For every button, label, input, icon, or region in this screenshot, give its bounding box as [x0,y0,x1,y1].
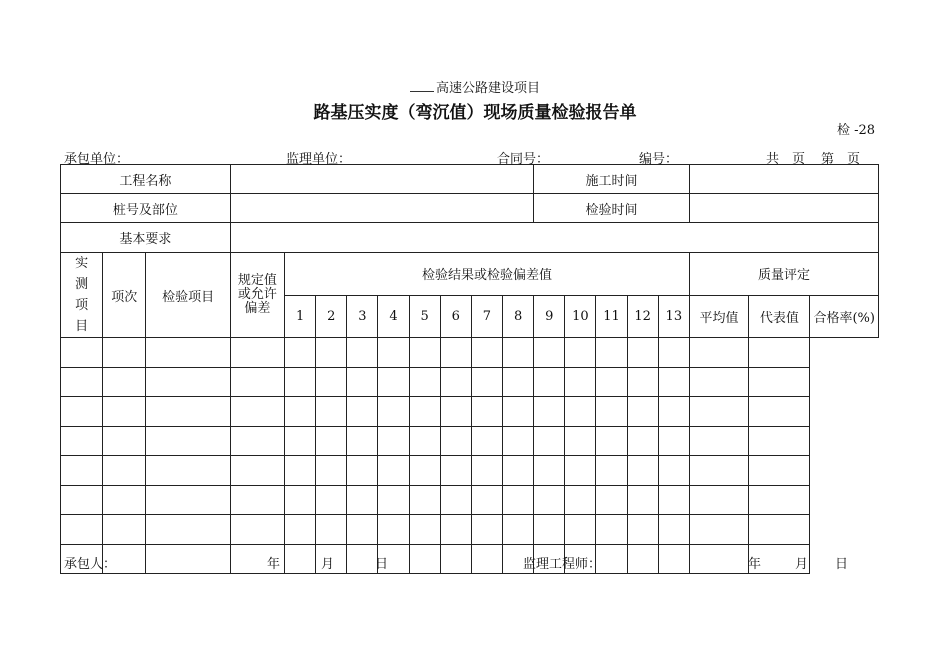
table-cell[interactable] [534,456,565,486]
serial-no-label: 编号： [639,152,679,167]
day-label-right: 日 [835,557,849,572]
table-cell[interactable] [534,367,565,397]
contract-no-label: 合同号： [497,152,550,167]
result-col-number: 9 [534,295,565,338]
table-cell[interactable] [565,456,596,486]
info-row [61,194,879,223]
table-cell[interactable] [61,367,103,397]
table-cell[interactable] [103,367,146,397]
table-cell[interactable] [471,426,502,456]
table-cell[interactable] [316,426,347,456]
tolerance-line-3: 偏差 [244,301,271,316]
table-row [61,426,879,456]
table-cell[interactable] [316,485,347,515]
table-cell[interactable] [534,426,565,456]
table-cell[interactable] [749,338,810,368]
table-cell[interactable] [146,485,230,515]
result-col-number: 10 [565,295,596,338]
table-cell[interactable] [230,485,284,515]
year-label-left: 年 [267,557,281,572]
table-cell[interactable] [230,367,284,397]
table-cell[interactable] [658,544,689,574]
results-header: 检验结果或检验偏差值 [285,253,690,296]
table-cell[interactable] [146,338,230,368]
table-cell[interactable] [627,338,658,368]
result-col-number: 3 [347,295,378,338]
station-location-value[interactable] [230,194,533,223]
table-row [61,456,879,486]
table-cell[interactable] [316,515,347,545]
supervising-engineer-label: 监理工程师： [523,557,602,572]
table-cell[interactable] [61,456,103,486]
project-name-label: 工程名称 [61,165,231,194]
table-cell[interactable] [230,515,284,545]
table-cell[interactable] [596,485,627,515]
table-cell[interactable] [285,367,316,397]
table-cell[interactable] [627,544,658,574]
measured-items-label [61,253,103,338]
table-cell[interactable] [627,397,658,427]
supervisor-unit-label: 监理单位： [286,152,352,167]
table-cell[interactable] [565,397,596,427]
table-cell[interactable] [316,338,347,368]
month-label-right: 月 [795,557,809,572]
table-cell[interactable] [316,397,347,427]
contractor-unit-label: 承包单位： [64,152,130,167]
table-cell[interactable] [565,367,596,397]
table-cell[interactable] [627,367,658,397]
table-cell[interactable] [347,544,378,574]
result-col-number: 2 [316,295,347,338]
table-cell[interactable] [103,338,146,368]
table-cell[interactable] [61,515,103,545]
basic-requirements-value[interactable] [230,223,878,253]
form-code: 检 -28 [837,123,876,138]
table-cell[interactable] [378,426,409,456]
inspection-form-table [60,164,879,574]
table-cell[interactable] [285,485,316,515]
table-cell[interactable] [658,397,689,427]
table-cell[interactable] [103,426,146,456]
table-cell[interactable] [146,367,230,397]
col-tolerance [230,253,284,338]
table-cell[interactable] [378,485,409,515]
subtitle-text: 高速公路建设项目 [435,81,540,96]
table-cell[interactable] [347,456,378,486]
table-cell[interactable] [409,367,440,397]
table-cell[interactable] [103,397,146,427]
result-col-number: 12 [627,295,658,338]
table-cell[interactable] [689,367,748,397]
table-row [61,485,879,515]
table-cell[interactable] [409,397,440,427]
table-cell[interactable] [503,515,534,545]
table-cell[interactable] [285,397,316,427]
project-subtitle [0,77,950,96]
col-item-no: 项次 [103,253,146,338]
table-cell[interactable] [285,426,316,456]
table-cell[interactable] [503,338,534,368]
inspection-time-value[interactable] [689,194,878,223]
table-cell[interactable] [596,367,627,397]
table-cell[interactable] [347,338,378,368]
table-cell[interactable] [471,338,502,368]
table-row [61,515,879,545]
table-cell[interactable] [658,426,689,456]
table-cell[interactable] [230,397,284,427]
result-col-number: 5 [409,295,440,338]
table-cell[interactable] [61,397,103,427]
table-cell[interactable] [658,456,689,486]
table-cell[interactable] [146,456,230,486]
construction-time-label: 施工时间 [534,165,690,194]
project-name-value[interactable] [230,165,533,194]
blank-line [410,80,434,92]
table-cell[interactable] [503,456,534,486]
table-cell[interactable] [471,485,502,515]
table-cell[interactable] [565,485,596,515]
table-cell[interactable] [627,456,658,486]
contractor-signature-label: 承包人： [64,557,117,572]
table-cell[interactable] [503,426,534,456]
col-average: 平均值 [689,295,748,338]
col-pass-rate: 合格率(%) [810,295,879,338]
table-cell[interactable] [689,485,748,515]
table-cell[interactable] [627,515,658,545]
table-cell[interactable] [378,338,409,368]
table-cell[interactable] [534,515,565,545]
table-cell[interactable] [61,485,103,515]
quality-header: 质量评定 [689,253,878,296]
table-cell[interactable] [596,426,627,456]
table-cell[interactable] [103,485,146,515]
result-col-number: 4 [378,295,409,338]
table-cell[interactable] [347,367,378,397]
table-cell[interactable] [378,456,409,486]
table-cell[interactable] [230,426,284,456]
table-cell[interactable] [316,367,347,397]
station-location-label: 桩号及部位 [61,194,231,223]
table-row [61,367,879,397]
form-title: 路基压实度（弯沉值）现场质量检验报告单 [313,103,637,123]
day-label-left: 日 [375,557,389,572]
table-cell[interactable] [749,367,810,397]
table-cell[interactable] [689,544,748,574]
table-cell[interactable] [378,515,409,545]
table-cell[interactable] [471,367,502,397]
table-cell[interactable] [749,515,810,545]
table-cell[interactable] [230,456,284,486]
table-cell[interactable] [503,397,534,427]
table-cell[interactable] [749,456,810,486]
table-cell[interactable] [471,397,502,427]
table-cell[interactable] [658,367,689,397]
page-no-label: 第 页 [821,152,861,167]
table-cell[interactable] [409,515,440,545]
table-cell[interactable] [103,515,146,545]
table-cell[interactable] [534,397,565,427]
year-label-right: 年 [748,557,762,572]
result-col-number: 13 [658,295,689,338]
table-cell[interactable] [749,397,810,427]
table-cell[interactable] [565,515,596,545]
table-cell[interactable] [347,515,378,545]
table-cell[interactable] [627,426,658,456]
table-cell[interactable] [471,456,502,486]
measured-items-text: 实测项目 [75,256,89,334]
result-col-number: 8 [503,295,534,338]
table-cell[interactable] [658,485,689,515]
table-cell[interactable] [689,426,748,456]
table-cell[interactable] [658,338,689,368]
table-cell[interactable] [440,338,471,368]
table-cell[interactable] [146,544,230,574]
table-cell[interactable] [440,367,471,397]
construction-time-value[interactable] [689,165,878,194]
table-cell[interactable] [378,397,409,427]
header-row [61,253,879,296]
table-cell[interactable] [627,485,658,515]
result-col-number: 11 [596,295,627,338]
table-cell[interactable] [689,397,748,427]
table-cell[interactable] [61,426,103,456]
table-cell[interactable] [316,456,347,486]
table-cell[interactable] [347,426,378,456]
table-cell[interactable] [440,426,471,456]
table-cell[interactable] [749,426,810,456]
basic-requirements-label: 基本要求 [61,223,231,253]
result-col-number: 1 [285,295,316,338]
table-cell[interactable] [596,338,627,368]
table-cell[interactable] [146,426,230,456]
table-cell[interactable] [689,515,748,545]
table-cell[interactable] [409,426,440,456]
table-cell[interactable] [503,367,534,397]
table-cell[interactable] [409,338,440,368]
result-col-number: 6 [440,295,471,338]
table-cell[interactable] [534,485,565,515]
table-cell[interactable] [146,515,230,545]
table-cell[interactable] [596,515,627,545]
table-cell[interactable] [749,485,810,515]
col-representative: 代表值 [749,295,810,338]
table-cell[interactable] [409,544,440,574]
table-cell[interactable] [409,485,440,515]
table-cell[interactable] [378,367,409,397]
table-cell[interactable] [565,338,596,368]
table-cell[interactable] [347,397,378,427]
result-col-number: 7 [471,295,502,338]
table-cell[interactable] [565,426,596,456]
table-row [61,338,879,368]
table-cell[interactable] [440,456,471,486]
inspection-time-label: 检验时间 [534,194,690,223]
table-cell[interactable] [440,485,471,515]
table-cell[interactable] [534,338,565,368]
table-row [61,397,879,427]
table-cell[interactable] [103,456,146,486]
table-cell[interactable] [285,544,316,574]
table-cell[interactable] [689,338,748,368]
table-cell[interactable] [658,515,689,545]
table-cell[interactable] [689,456,748,486]
info-row [61,223,879,253]
table-cell[interactable] [440,515,471,545]
page-total-label: 共 页 [766,152,806,167]
table-cell[interactable] [409,456,440,486]
table-cell[interactable] [471,544,502,574]
table-cell[interactable] [285,456,316,486]
table-cell[interactable] [596,456,627,486]
col-inspection-item: 检验项目 [146,253,230,338]
table-cell[interactable] [440,544,471,574]
table-cell[interactable] [146,397,230,427]
month-label-left: 月 [321,557,335,572]
table-cell[interactable] [471,515,502,545]
table-cell[interactable] [61,338,103,368]
tolerance-line-2: 或允许 [237,287,277,302]
table-cell[interactable] [596,397,627,427]
info-row [61,165,879,194]
table-cell[interactable] [285,338,316,368]
table-cell[interactable] [440,397,471,427]
table-cell[interactable] [503,485,534,515]
tolerance-line-1: 规定值 [237,273,277,288]
table-cell[interactable] [285,515,316,545]
table-cell[interactable] [347,485,378,515]
table-cell[interactable] [230,338,284,368]
